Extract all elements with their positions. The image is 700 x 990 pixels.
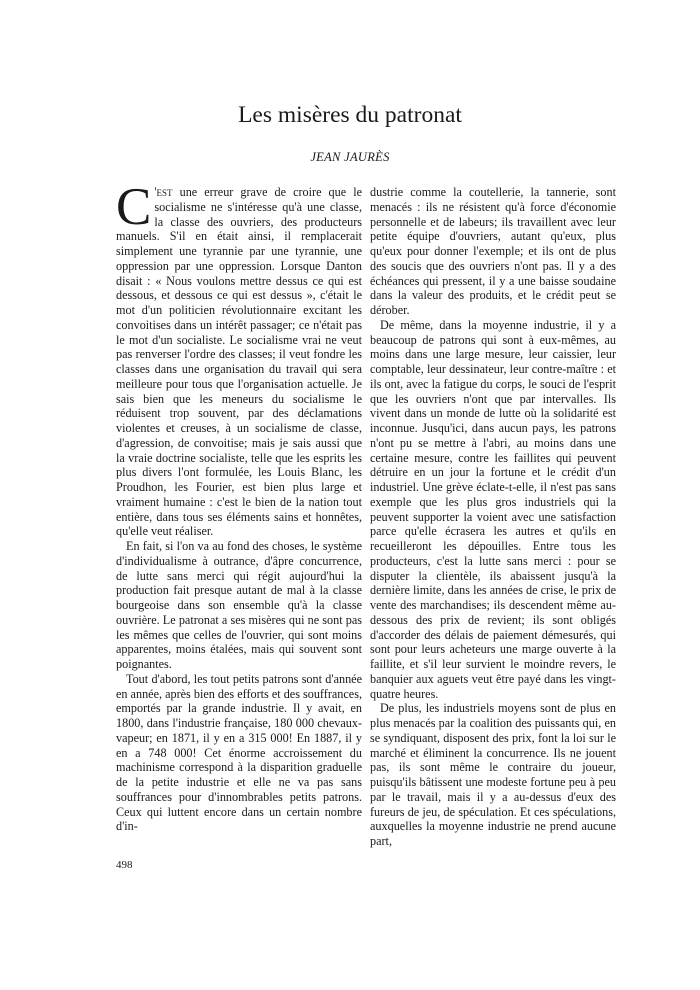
right-column <box>370 185 616 849</box>
article-title: Les misères du patronat <box>238 102 462 128</box>
paragraph-text: une erreur grave de croire que le socialisme ne s'intéresse qu'à une classe, la classe des ouvriers, des producteurs manuels. S'il en était ainsi, il remplacerait simplement une tyrannie par une tyrannie, une oppression par une oppression. Lorsque Danton disait : « Nous voulons mettre dessus ce qui est dessous, et dessous ce qui est dessus », c'était le mot d'un politicien révolutionnaire excitant les convoitises dans un intérêt passager; ce n'était pas le mot d'un socialiste. Le socialisme vrai ne veut pas renverser l'ordre des classes; il veut fondre les classes dans une organisation du travail qui sera meilleure pour tous que l'organisation actuelle. Je sais bien que les meneurs du socialisme le réduisent trop souvent, par des déclamations violentes et creuses, à un socialisme de classe, d'agression, de convoitise; mais je sais aussi que la vraie doctrine socialiste, telle que les esprits les plus divers l'ont formulée, les Louis Blanc, les Proudhon, les Fourier, est bien plus large et vraiment humaine : c'est le bien de la nation tout entière, dans tous ses éléments sains et honnêtes, qu'elle veut réaliser. <box>116 185 362 539</box>
drop-cap: C <box>116 178 152 236</box>
paragraph: Tout d'abord, les tout petits patrons sont d'année en année, après bien des efforts et des souffrances, emportés par la grande industrie. Il y avait, en 1800, dans l'industrie française, 180 000 chevaux-vapeur; en 1871, il y en a 315 000! En 1887, il y en a 748 000! Cet énorme accroissement du machinisme correspond à la disparition graduelle de la petite industrie et elle ne va pas sans souffrances pour d'innombrables petits patrons. Ceux qui luttent encore dans un certain nombre d'in- <box>116 671 362 834</box>
lead-smallcaps: 'est <box>154 185 173 199</box>
paragraph: En fait, si l'on va au fond des choses, le système d'individualisme à outrance, d'âpre concurrence, de lutte sans merci qui régit aujourd'hui la production fait presque autant de mal à la classe bourgeoise dans son ensemble qu'à la classe ouvrière. Le patronat a ses misères qui ne sont pas les mêmes que celles de l'ouvrier, qui sont moins apparentes, moins étalées, mais qui souvent sont poignantes. <box>116 539 362 671</box>
paragraph: dustrie comme la coutellerie, la tannerie, sont menacés : ils ne résistent qu'à force d'économie personnelle et de labeurs; ils travaillent avec leur petite équipe d'ouvriers, autant qu'eux, plus qu'eux pour donner l'exemple; et ils ont de plus des soucis que des ouvriers n'ont pas. Il y a des échéances qui pressent, il y a une baisse soudaine dans la valeur des produits, et le crédit peut se dérober. <box>370 185 616 317</box>
page-number: 498 <box>116 859 133 871</box>
paragraph <box>116 178 362 539</box>
paragraph: De même, dans la moyenne industrie, il y a beaucoup de patrons qui sont à eux-mêmes, au moins dans une large mesure, leur caissier, leur comptable, leur dessinateur, leur contre-maître : et ils ont, avec la fatigue du corps, le souci de l'esprit que les ouvriers n'ont que par intervalles. Ils vivent dans un monde de lutte où la solidarité est inconnue. Jusqu'ici, dans aucun pays, les patrons n'ont pu se mettre à l'abri, au moins dans une certaine mesure, contre les faillites qui peuvent détruire en un jour la fortune et le crédit d'un industriel. Une grève éclate-t-elle, il n'est pas sans exemple que les plus gros industriels qui la peuvent supporter la voient avec une satisfaction parce qu'elle écrasera les autres et qu'ils en recueilleront les dépouilles. Entre tous les producteurs, c'est la lutte sans merci : pour se disputer la clientèle, ils abaissent jusqu'à la dernière limite, dans les années de crise, le prix de vente des marchandises; ils descendent même au-dessous des prix de revient; ils sont obligés d'accorder des délais de paiement démesurés, qui sont pour leurs acheteurs une marge ouverte à la faillite, et s'il leur survient le moindre revers, le banquier aux aguets veut être payé dans les vingt-quatre heures. <box>370 317 616 701</box>
article-author: JEAN JAURÈS <box>310 150 390 164</box>
left-column <box>116 178 362 834</box>
paragraph: De plus, les industriels moyens sont de plus en plus menacés par la coalition des puissants qui, en se syndiquant, disposent des prix, font la loi sur le marché et éliminent la concurrence. Ils ne jouent pas, ils sont même le contraire du joueur, puisqu'ils bâtissent une modeste fortune peu à peu par le travail, mais il y a au-dessus d'eux des fureurs de jeu, de spéculation. Et ces spéculations, auxquelles la moyenne industrie ne prend aucune part, <box>370 701 616 848</box>
